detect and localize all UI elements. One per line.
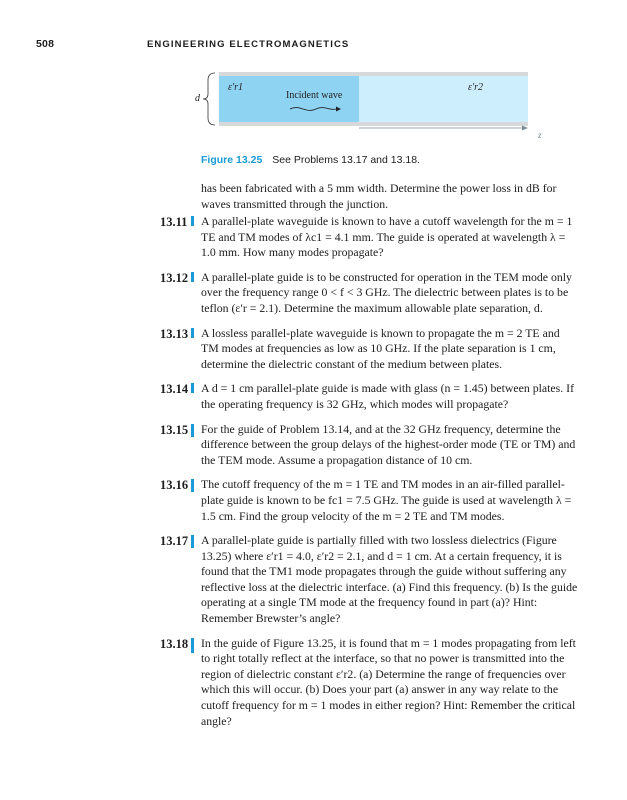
problem-text: A parallel-plate waveguide is known to have a cutoff wavelength for the m = 1 TE and TM modes of λc1 = 4.1 mm. The guide is operated at wavelength λ = 1.0 mm. How many modes propagate? xyxy=(201,214,573,260)
problem-text: A parallel-plate guide is to be constructed for operation in the TEM mode only over the frequency range 0 < f < 3 GHz. The dielectric between plates is to be teflon (ε′r = 2.1). Determine the maximum allowable plate separation, d. xyxy=(201,269,572,315)
problem-13-14 xyxy=(0,381,627,412)
problem-number: 13.16 xyxy=(160,478,189,493)
bottom-plate xyxy=(219,122,528,126)
difficulty-marker xyxy=(191,424,194,437)
label-er2: ε′r2 xyxy=(468,82,484,93)
figure-13-25 xyxy=(0,0,627,150)
problem-number: 13.18 xyxy=(160,636,189,651)
difficulty-marker xyxy=(191,638,194,653)
dielectric-region-2 xyxy=(359,76,528,122)
figure-caption-number: Figure 13.25 xyxy=(201,154,263,166)
problem-13-17 xyxy=(0,533,627,627)
problem-13-16 xyxy=(0,477,627,524)
problem-text: The cutoff frequency of the m = 1 TE and TM modes in an air-filled parallel-plate guide is known to be fc1 = 7.5 GHz. The guide is used at wavelength λ = 1.5 cm. Find the group velocity of the m = 2 TE and TM modes. xyxy=(201,477,572,523)
problem-text: In the guide of Figure 13.25, it is found that m = 1 modes propagating from left to right totally reflect at the interface, so that no power is transmitted into the region of dielectric constant ε′r2. (a) Determine the range of frequencies over which this will occur. (b) Does your part (a) answer in any way relate to the cutoff frequency for m = 1 modes in either region? Hint: Remember the critical angle? xyxy=(201,635,576,728)
difficulty-marker xyxy=(191,535,194,548)
problem-number: 13.17 xyxy=(160,534,189,549)
problem-text: A lossless parallel-plate waveguide is known to propagate the m = 2 TE and TM modes at frequencies as low as 10 GHz. If the plate separation is 1 cm, determine the dielectric constant of the medium between plates. xyxy=(201,325,560,371)
problem-13-12 xyxy=(0,270,627,317)
problem-number: 13.11 xyxy=(160,215,188,229)
problem-number: 13.13 xyxy=(160,326,189,341)
figure-caption-text: See Problems 13.17 and 13.18. xyxy=(272,154,420,166)
z-axis-arrowhead xyxy=(522,126,528,131)
running-title: ENGINEERING ELECTROMAGNETICS xyxy=(147,39,350,50)
problem-text: For the guide of Problem 13.14, and at the 32 GHz frequency, determine the difference between the group delays of the highest-order mode (TE or TM) and the TEM mode. Assume a propagation distance of 10 cm. xyxy=(201,421,576,467)
problem-list xyxy=(0,214,627,738)
top-plate xyxy=(219,72,528,76)
figure-caption xyxy=(201,154,420,166)
problem-13-18 xyxy=(0,636,627,730)
problem-text: A parallel-plate guide is partially filled with two lossless dielectrics (Figure 13.25) where ε′r1 = 4.0, ε′r2 = 2.1, and d = 1 cm. At a certain frequency, it is found that the TM1 mode propagates through the guide without suffering any reflective loss at the dielectric interface. (a) Find this frequency. (b) Is the guide operating at a single TM mode at the frequency found in part (a)? Hint: Remember Brewster’s angle? xyxy=(201,533,578,626)
problem-text: A d = 1 cm parallel-plate guide is made with glass (n = 1.45) between plates. If the operating frequency is 32 GHz, which modes will propagate? xyxy=(201,381,575,411)
problem-13-15 xyxy=(0,422,627,469)
label-d: d xyxy=(195,93,200,104)
difficulty-marker xyxy=(191,383,194,393)
problem-number: 13.12 xyxy=(160,270,189,285)
problem-number: 13.14 xyxy=(160,382,189,397)
problem-number: 13.15 xyxy=(160,422,189,437)
difficulty-marker xyxy=(191,328,194,338)
label-er1: ε′r1 xyxy=(228,82,244,93)
difficulty-marker xyxy=(191,479,194,492)
label-z: z xyxy=(538,130,542,140)
continued-problem-text: has been fabricated with a 5 mm width. Determine the power loss in dB for waves transmitted through the junction. xyxy=(201,181,557,211)
page-number: 508 xyxy=(36,38,55,50)
label-incident-wave: Incident wave xyxy=(286,90,343,101)
difficulty-marker xyxy=(191,272,194,282)
d-brace xyxy=(203,73,215,125)
difficulty-marker xyxy=(191,216,194,226)
problem-13-11 xyxy=(0,214,627,261)
problem-13-13 xyxy=(0,326,627,373)
